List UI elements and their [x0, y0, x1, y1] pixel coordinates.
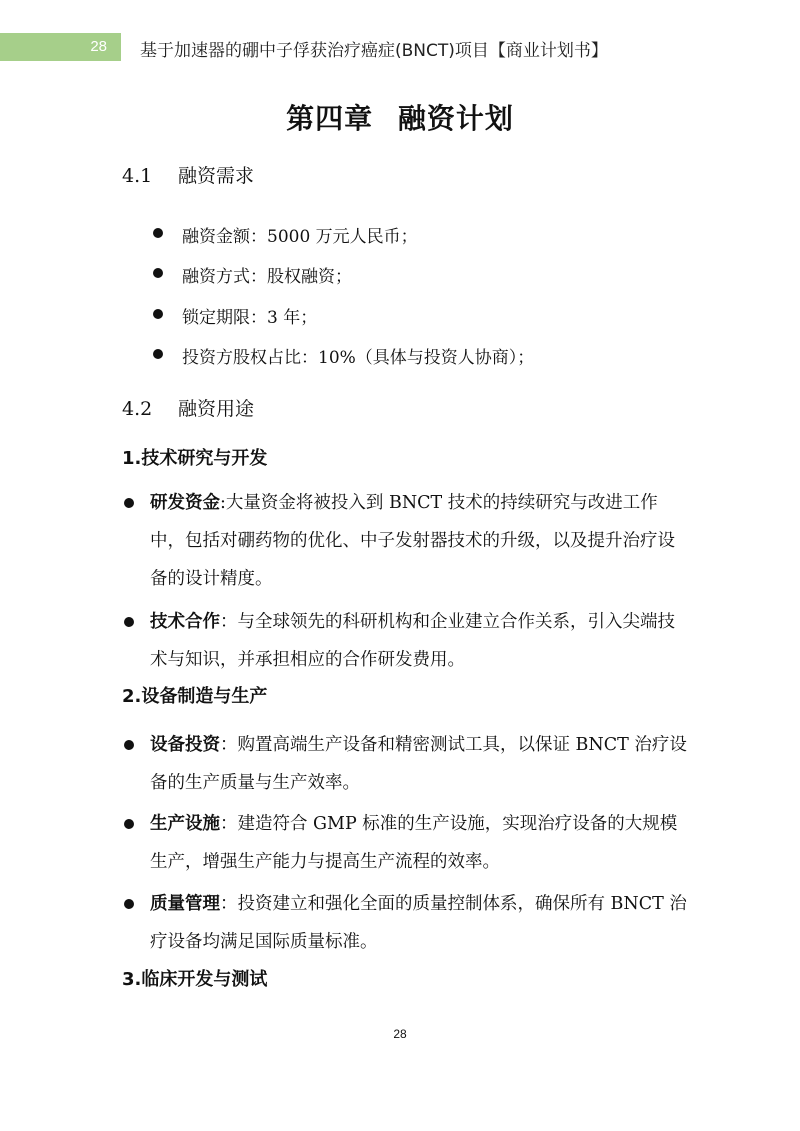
bullet-icon	[153, 228, 163, 238]
bullet-icon	[124, 819, 134, 829]
section-title: 融资用途	[178, 398, 255, 420]
list-item: 技术合作：与全球领先的科研机构和企业建立合作关系，引入尖端技术与知识，并承担相应的合作研发费用。	[150, 612, 675, 670]
bullet-icon	[153, 349, 163, 359]
subsection-title: 3.临床开发与测试	[122, 969, 268, 990]
subsection-title: 2.设备制造与生产	[122, 686, 268, 707]
item-term: 设备投资	[150, 735, 220, 755]
item-term: 技术合作	[150, 612, 220, 632]
item-text: 建造符合 GMP 标准的生产设施，实现治疗设备的大规模生产，增强生产能力与提高生产流程的效率。	[150, 814, 678, 872]
list-item: 融资方式：股权融资；	[182, 267, 352, 287]
header-document-title: 基于加速器的硼中子俘获治疗癌症(BNCT)项目【商业计划书】	[140, 41, 608, 61]
item-text: 与全球领先的科研机构和企业建立合作关系，引入尖端技术与知识，并承担相应的合作研发费用。	[150, 612, 675, 670]
list-item: 生产设施：建造符合 GMP 标准的生产设施，实现治疗设备的大规模生产，增强生产能力与提高生产流程的效率。	[150, 814, 678, 872]
subsection-title: 1.技术研究与开发	[122, 448, 268, 469]
header-page-number: 28	[90, 38, 107, 55]
item-text: 购置高端生产设备和精密测试工具，以保证 BNCT 治疗设备的生产质量与生产效率。	[150, 735, 687, 793]
bullet-icon	[124, 740, 134, 750]
bullet-icon	[124, 899, 134, 909]
section-heading-4-2	[122, 394, 254, 421]
section-title: 融资需求	[178, 165, 255, 187]
section-number: 4.2	[122, 398, 153, 420]
list-item: 设备投资：购置高端生产设备和精密测试工具，以保证 BNCT 治疗设备的生产质量与生产效率。	[150, 735, 687, 793]
list-item: 锁定期限：3 年；	[182, 308, 318, 328]
item-term: 研发资金	[150, 493, 220, 513]
list-item: 研发资金:大量资金将被投入到 BNCT 技术的持续研究与改进工作中，包括对硼药物的优化、中子发射器技术的升级，以及提升治疗设备的设计精度。	[150, 493, 675, 589]
section-number: 4.1	[122, 165, 153, 187]
section-heading-4-1	[122, 161, 254, 188]
bullet-icon	[153, 309, 163, 319]
list-item: 融资金额：5000 万元人民币；	[182, 227, 418, 247]
bullet-icon	[124, 617, 134, 627]
list-item: 投资方股权占比：10%（具体与投资人协商）；	[182, 348, 535, 368]
chapter-title: 第四章 融资计划	[286, 102, 514, 135]
item-term: 质量管理	[150, 894, 220, 914]
list-item: 质量管理：投资建立和强化全面的质量控制体系，确保所有 BNCT 治疗设备均满足国际质量标准。	[150, 894, 687, 952]
item-term: 生产设施	[150, 814, 220, 834]
item-text: 大量资金将被投入到 BNCT 技术的持续研究与改进工作中，包括对硼药物的优化、中子发射器技术的升级，以及提升治疗设备的设计精度。	[150, 493, 675, 589]
footer-page-number: 28	[393, 1027, 407, 1041]
item-text: 投资建立和强化全面的质量控制体系，确保所有 BNCT 治疗设备均满足国际质量标准。	[150, 894, 687, 952]
bullet-icon	[124, 498, 134, 508]
bullet-icon	[153, 268, 163, 278]
